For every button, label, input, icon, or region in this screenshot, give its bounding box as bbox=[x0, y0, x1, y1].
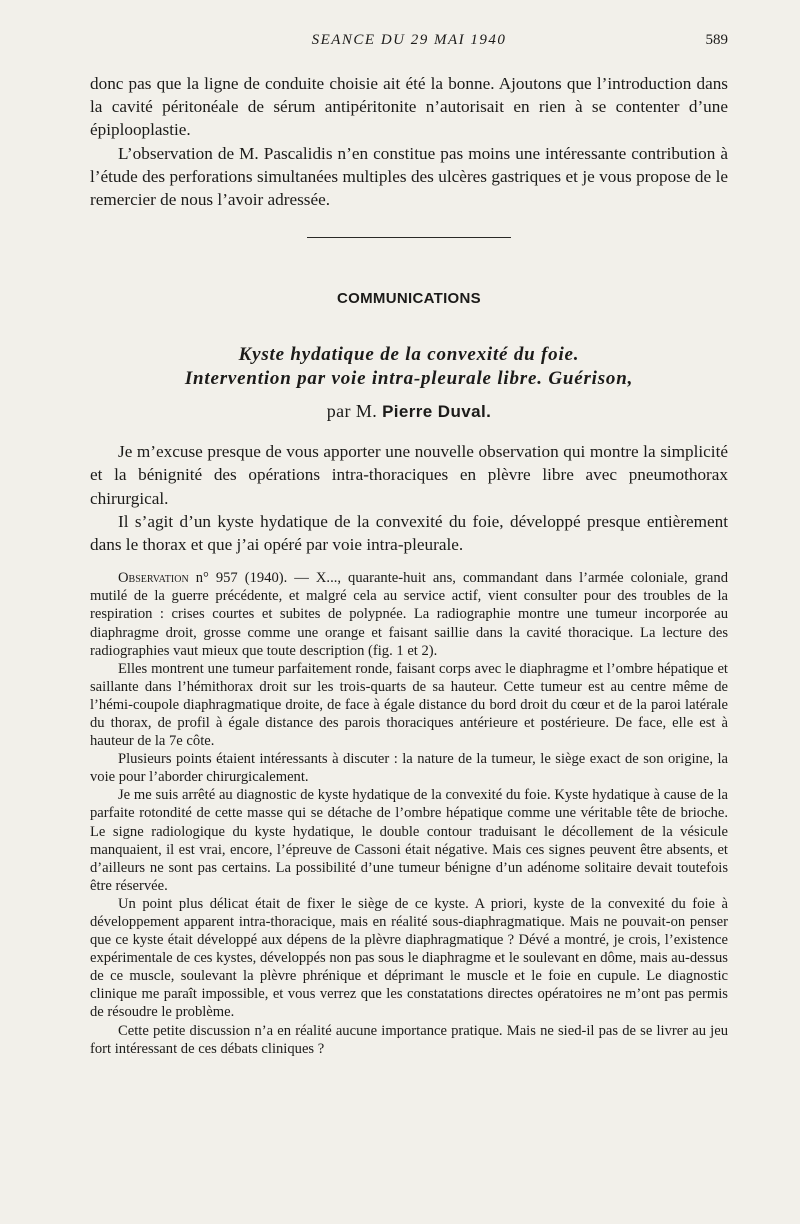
article-paragraph: Je m’excuse presque de vous apporter une nouvelle observation qui montre la simplicité et la bénignité des opérations intra-thoraciques en plèvre libre avec pneumothorax chirurgical. bbox=[90, 442, 728, 508]
intro-paragraph: L’observation de M. Pascalidis n’en constitue pas moins une intéressante contribution à l’étude des perforations simultanées multiples des ulcères gastriques et je vous propose de le remercier de nous l’avoir adressée. bbox=[90, 143, 728, 210]
article-paragraph: Il s’agit d’un kyste hydatique de la convexité du foie, développé presque entièrement dans le thorax et que j’ai opéré par voie intra-pleurale. bbox=[90, 511, 728, 555]
observation-paragraph bbox=[90, 569, 728, 659]
observation-block bbox=[90, 569, 728, 1058]
byline bbox=[90, 401, 728, 422]
author-name: Pierre Duval. bbox=[382, 402, 492, 422]
observation-paragraph: Cette petite discussion n’a en réalité aucune importance pratique. Mais ne sied-il pas de se livrer au jeu fort intéressant de ces débats cliniques ? bbox=[90, 1022, 728, 1057]
byline-prefix: par M. bbox=[326, 401, 378, 422]
page-number: 589 bbox=[705, 32, 728, 48]
article-body bbox=[90, 440, 728, 556]
intro-paragraph: donc pas que la ligne de conduite choisie ait été la bonne. Ajoutons que l’introduction dans la cavité péritonéale de sérum antipéritonite n’autorisait en rien à se contenter d’une épiplooplastie. bbox=[90, 74, 728, 140]
intro-text bbox=[90, 72, 728, 211]
running-title: SEANCE DU 29 MAI 1940 bbox=[311, 32, 507, 48]
observation-paragraph: Plusieurs points étaient intéressants à discuter : la nature de la tumeur, le siège exact de son origine, la voie pour l’aborder chirurgicalement. bbox=[90, 751, 728, 786]
article-title bbox=[90, 343, 728, 391]
observation-paragraph: Elles montrent une tumeur parfaitement ronde, faisant corps avec le diaphragme et l’ombre hépatique et saillante dans l’hémithorax droit sur les trois-quarts de sa hauteur. Cette tumeur est au centre même de l’hémi-coupole diaphragmatique droite, de face à égale distance du bord droit du cœur et de la paroi latérale du thorax, de profil à égale distance des parois thoraciques antérieure et postérieure. De face, elle est à hauteur de la 7e côte. bbox=[90, 660, 728, 750]
observation-paragraph: Je me suis arrêté au diagnostic de kyste hydatique de la convexité du foie. Kyste hydatique à cause de la parfaite rotondité de cette masse qui se détache de l’ombre hépatique comme une véritable tête de brioche. Le signe radiologique du kyste hydatique, le double contour traduisant le décollement de la vésicule manquaient, il est vrai, encore, l’épreuve de Cassoni était négative. Mais ces signes peuvent être absents, et d’ailleurs ne sont pas certains. La possibilité d’une tumeur bénigne d’un adénome solitaire devait toutefois être réservée. bbox=[90, 787, 728, 894]
observation-label: Observation bbox=[118, 570, 189, 587]
section-heading: COMMUNICATIONS bbox=[337, 290, 481, 308]
observation-text: n° 957 (1940). — X..., quarante-huit ans, commandant dans l’armée coloniale, grand mutilé de la guerre précédente, et malgré cela au service actif, vient consulter pour des troubles de la respiration : crises courtes et subites de polypnée. La radiographie montre une tumeur incorporée au diaphragme droit, grosse comme une orange et faisant saillie dans la cavité thoracique. La lecture des radiographies vaut mieux que toute description (fig. 1 et 2). bbox=[90, 570, 729, 659]
article-title-line: Intervention par voie intra-pleurale libre. Guérison, bbox=[184, 368, 634, 390]
article-title-line: Kyste hydatique de la convexité du foie. bbox=[238, 344, 580, 366]
section-divider bbox=[307, 237, 511, 238]
observation-paragraph: Un point plus délicat était de fixer le siège de ce kyste. A priori, kyste de la convexité du foie à développement apparent intra-thoracique, mais en réalité sous-diaphragmatique. Mais ne pouvait-on penser que ce kyste était développé aux dépens de la plèvre diaphragmatique ? Dévé a montré, je crois, l’existence expérimentale de ces kystes, développés non pas sous le diaphragme et le soulevant en dôme, mais au-dessus de ce muscle, soulevant la plèvre phrénique et déprimant le muscle et le foie en cupule. Le diagnostic clinique me paraît impossible, et vous verrez que les constatations directes opératoires ne m’ont pas permis de résoudre le problème. bbox=[90, 895, 728, 1021]
running-header bbox=[90, 32, 728, 56]
